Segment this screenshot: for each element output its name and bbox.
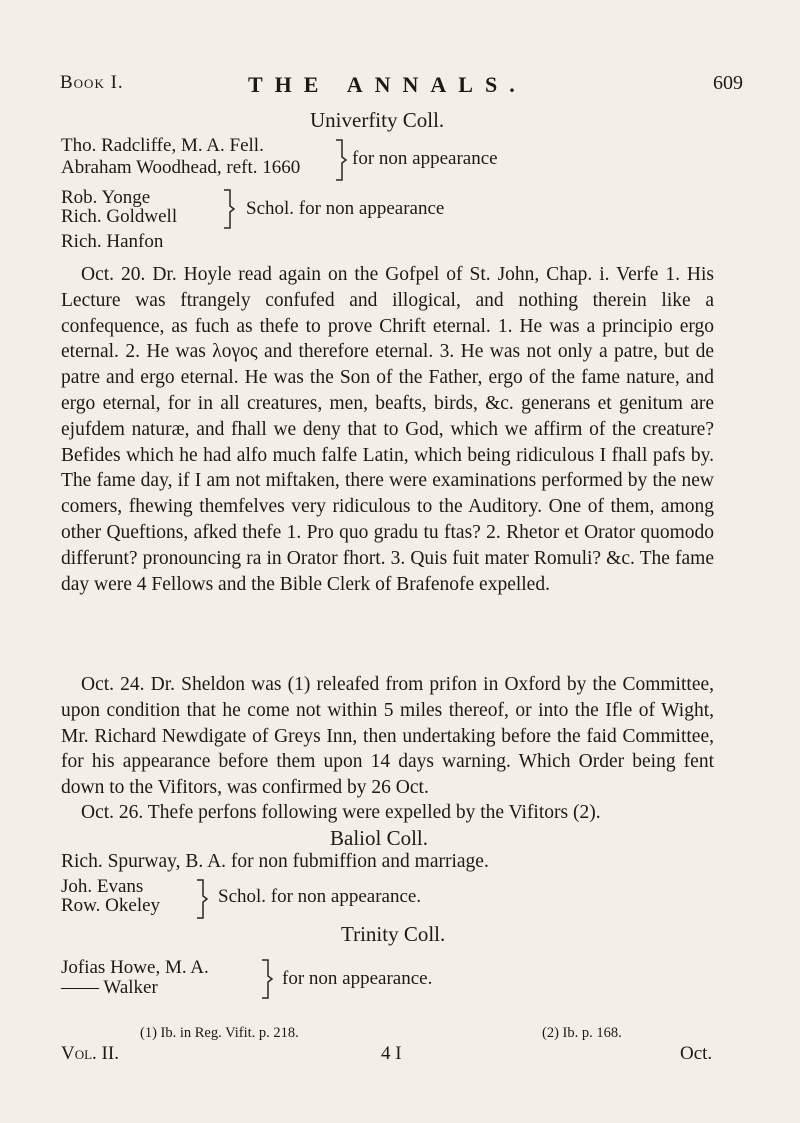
univ-brace-1 — [332, 138, 348, 182]
baliol-brace — [193, 878, 209, 920]
univ-name-1: Tho. Radcliffe, M. A. Fell. — [61, 135, 264, 156]
footnote-1: (1) Ib. in Reg. Vifit. p. 218. — [140, 1025, 299, 1041]
univ-name-2: Abraham Woodhead, reft. 1660 — [61, 157, 301, 178]
univ-name-4: Rich. Goldwell — [61, 206, 178, 227]
paragraph-oct-26: Oct. 26. Thefe perfons following were expelled by the Vifitors (2). — [81, 802, 601, 823]
univ-note-2: Schol. for non appearance — [246, 198, 445, 219]
univ-note-1: for non appearance — [352, 148, 498, 169]
paragraph-oct-20: Oct. 20. Dr. Hoyle read again on the Gofpel of St. John, Chap. i. Verfe 1. His Lecture was ftrangely confufed and illogical, and nothing therein like a confequence, as fuch as thefe to prove Chrift eternal. 1. He was a principio ergo eternal. 2. He was λογος and therefore eternal. 3. He was not only a patre, but de patre and ergo eternal. He was the Son of the Father, ergo of the fame nature, and ergo eternal, for in all creatures, men, beafts, birds, &c. generans et genitum are ejufdem naturæ, and fhall we deny that to God, which we affirm of the creature? Befides which he had alfo much falfe Latin, which being ridiculous I fhall pafs by. The fame day, if I am not miftaken, there were examinations performed by the new comers, fhewing themfelves very ridiculous to the Auditory. One of them, among other Queftions, afked thefe 1. Pro quo gradu tu ftas? 2. Rhetor et Orator quomodo differunt? pronouncing ra in Orator fhort. 3. Quis fuit mater Romuli? &c. The fame day were 4 Fellows and the Bible Clerk of Brafenofe expelled. — [61, 264, 714, 595]
signature-mark: 4 I — [381, 1043, 402, 1064]
baliol-name-1: Joh. Evans — [61, 876, 144, 897]
footnote-2: (2) Ib. p. 168. — [542, 1025, 622, 1041]
university-college-heading: Univerfity Coll. — [310, 108, 445, 132]
baliol-college-heading: Baliol Coll. — [330, 826, 429, 850]
baliol-note: Schol. for non appearance. — [218, 886, 422, 907]
univ-name-3: Rob. Yonge — [61, 187, 151, 208]
paragraph-oct-24: Oct. 24. Dr. Sheldon was (1) releafed from prifon in Oxford by the Committee, upon condition that he come not within 5 miles thereof, or into the Ifle of Wight, Mr. Richard Newdigate of Greys Inn, then undertaking before the faid Committee, for his appearance before them upon 14 days warning. Which Order being fent down to the Vifitors, was confirmed by 26 Oct. — [61, 674, 714, 799]
running-head-book: Book I. — [60, 72, 124, 93]
baliol-line-1: Rich. Spurway, B. A. for non fubmiffion and marriage. — [61, 851, 489, 872]
univ-brace-2 — [220, 188, 236, 230]
trinity-note: for non appearance. — [282, 968, 433, 989]
catchword: Oct. — [680, 1043, 713, 1064]
trinity-name-2: —— Walker — [61, 977, 158, 998]
trinity-brace — [258, 958, 274, 1000]
running-head-title: THE ANNALS. — [248, 72, 527, 97]
trinity-college-heading: Trinity Coll. — [341, 922, 446, 946]
page-number: 609 — [713, 72, 743, 94]
baliol-name-2: Row. Okeley — [61, 895, 161, 916]
trinity-name-1: Jofias Howe, M. A. — [61, 957, 209, 978]
univ-name-5: Rich. Hanfon — [61, 231, 164, 252]
volume-label: Vol. II. — [61, 1043, 119, 1064]
